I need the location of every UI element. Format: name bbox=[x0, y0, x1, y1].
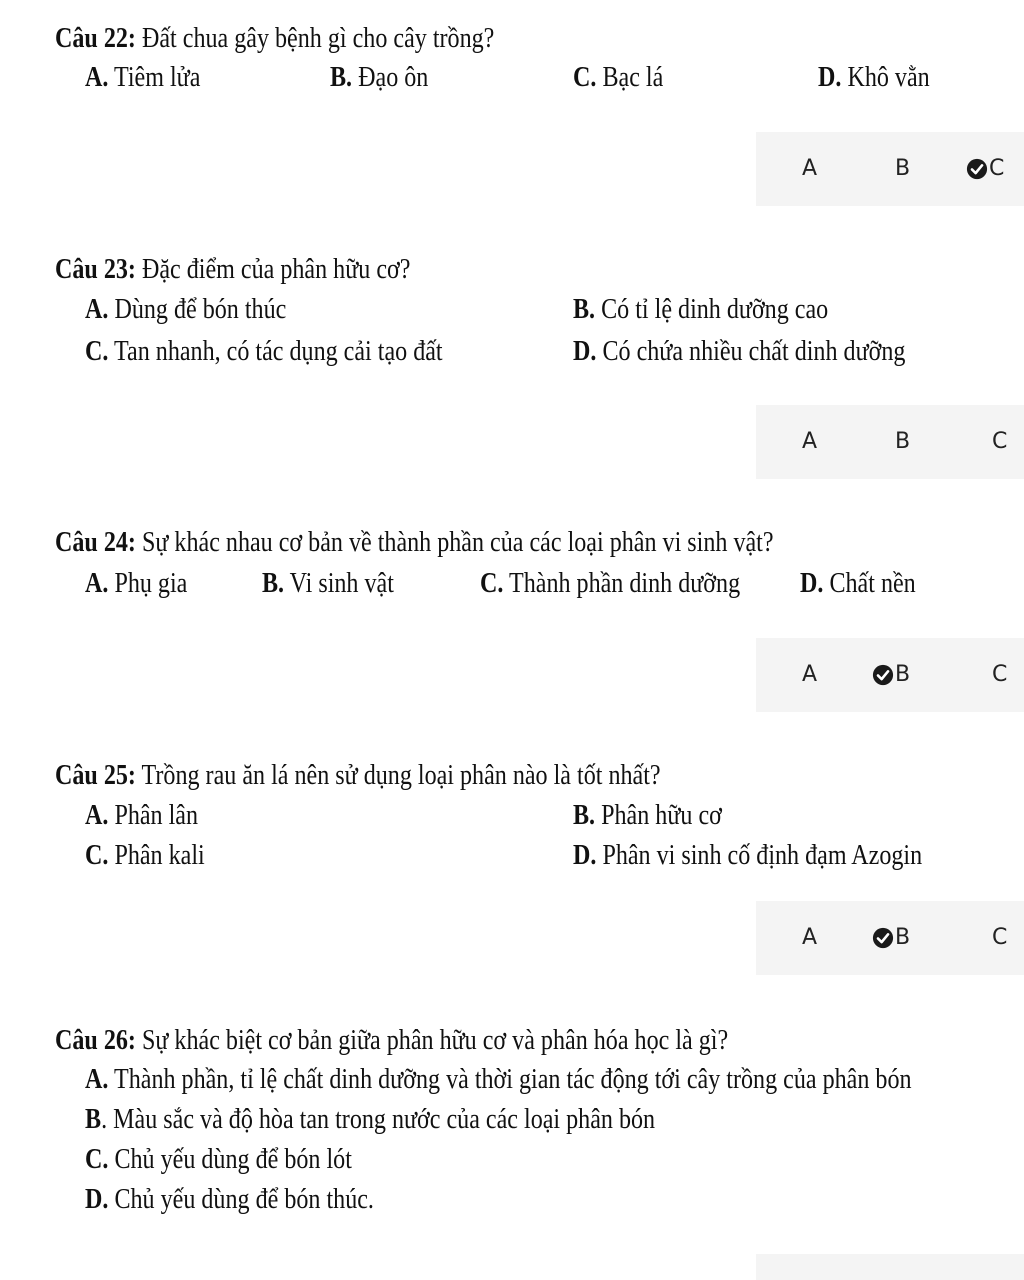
question-label: Câu 23: bbox=[55, 254, 136, 285]
q23-answer-c[interactable]: C bbox=[992, 429, 1008, 454]
q25-answer-a[interactable]: A bbox=[802, 925, 818, 950]
q26-option-a: A. Thành phần, tỉ lệ chất dinh dưỡng và thời gian tác động tới cây trồng của phân bón bbox=[85, 1064, 912, 1095]
question-label: Câu 22: bbox=[55, 23, 136, 54]
question-text: Sự khác biệt cơ bản giữa phân hữu cơ và phân hóa học là gì? bbox=[135, 1025, 729, 1056]
q25-answer-b[interactable]: B bbox=[872, 901, 910, 975]
q25-answer-bar bbox=[756, 901, 1024, 975]
check-circle-icon bbox=[872, 664, 894, 686]
question-23-title bbox=[55, 253, 410, 287]
q23-answer-a[interactable]: A bbox=[802, 429, 818, 454]
q23-option-d: D. Có chứa nhiều chất dinh dưỡng bbox=[573, 336, 906, 367]
q22-answer-bar bbox=[756, 132, 1024, 206]
q22-answer-c[interactable]: C bbox=[966, 132, 1004, 206]
q22-option-d: D. Khô vằn bbox=[818, 62, 930, 93]
q25-option-c: C. Phân kali bbox=[85, 840, 205, 871]
q24-option-d: D. Chất nền bbox=[800, 568, 916, 599]
q26-option-d: D. Chủ yếu dùng để bón thúc. bbox=[85, 1184, 374, 1215]
check-circle-icon bbox=[872, 927, 894, 949]
q24-option-a: A. Phụ gia bbox=[85, 568, 188, 599]
question-text: Sự khác nhau cơ bản về thành phần của các loại phân vi sinh vật? bbox=[135, 527, 774, 558]
q23-answer-bar bbox=[756, 405, 1024, 479]
q25-option-b: B. Phân hữu cơ bbox=[573, 800, 722, 831]
q22-option-b: B. Đạo ôn bbox=[330, 62, 429, 93]
question-text: Đặc điểm của phân hữu cơ? bbox=[135, 254, 411, 285]
q22-option-a: A. Tiêm lửa bbox=[85, 62, 201, 93]
q23-option-c: C. Tan nhanh, có tác dụng cải tạo đất bbox=[85, 336, 443, 367]
question-25-title bbox=[55, 759, 661, 793]
q22-answer-a[interactable]: A bbox=[802, 156, 818, 181]
q24-answer-b[interactable]: B bbox=[872, 638, 910, 712]
check-circle-icon bbox=[966, 158, 988, 180]
q26-option-b: B. Màu sắc và độ hòa tan trong nước của các loại phân bón bbox=[85, 1104, 656, 1135]
q25-answer-c[interactable]: C bbox=[992, 925, 1008, 950]
question-text: Trồng rau ăn lá nên sử dụng loại phân nào là tốt nhất? bbox=[135, 760, 661, 791]
q24-answer-c[interactable]: C bbox=[992, 662, 1008, 687]
q26-option-c: C. Chủ yếu dùng để bón lót bbox=[85, 1144, 352, 1175]
q23-option-b: B. Có tỉ lệ dinh dưỡng cao bbox=[573, 294, 829, 325]
q24-answer-bar bbox=[756, 638, 1024, 712]
question-label: Câu 26: bbox=[55, 1025, 136, 1056]
question-label: Câu 25: bbox=[55, 760, 136, 791]
q24-answer-a[interactable]: A bbox=[802, 662, 818, 687]
question-text: Đất chua gây bệnh gì cho cây trồng? bbox=[135, 23, 495, 54]
q26-answer-bar bbox=[756, 1254, 1024, 1280]
q22-answer-b[interactable]: B bbox=[895, 156, 911, 181]
question-label: Câu 24: bbox=[55, 527, 136, 558]
q23-option-a: A. Dùng để bón thúc bbox=[85, 294, 287, 325]
question-24-title bbox=[55, 526, 774, 560]
q25-option-a: A. Phân lân bbox=[85, 800, 199, 831]
q24-option-b: B. Vi sinh vật bbox=[262, 568, 394, 599]
question-22-title bbox=[55, 22, 494, 56]
q25-option-d: D. Phân vi sinh cố định đạm Azogin bbox=[573, 840, 923, 871]
q23-answer-b[interactable]: B bbox=[895, 429, 911, 454]
q22-option-c: C. Bạc lá bbox=[573, 62, 664, 93]
question-26-title bbox=[55, 1024, 728, 1058]
q24-option-c: C. Thành phần dinh dưỡng bbox=[480, 568, 741, 599]
